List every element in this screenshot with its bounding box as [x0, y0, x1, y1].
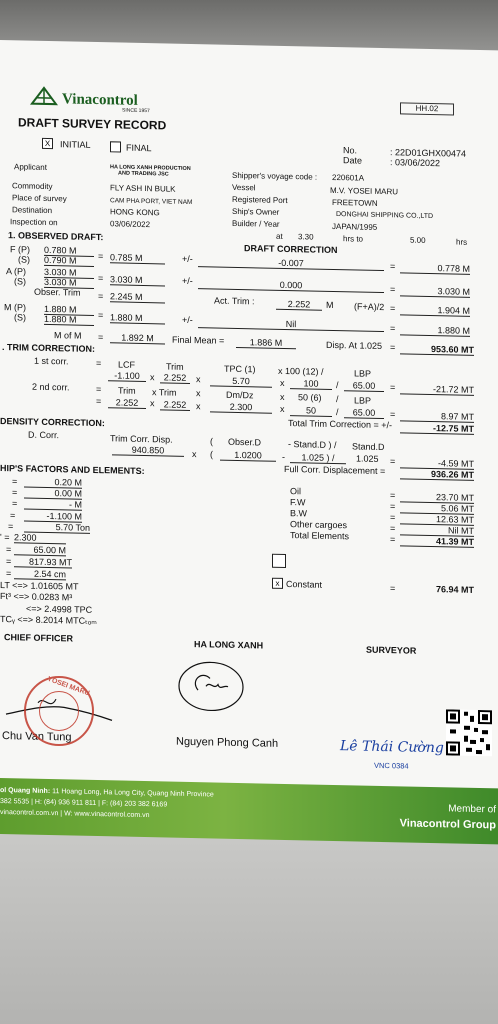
equals-sign: =: [390, 261, 396, 272]
plus-minus: +/-: [182, 275, 193, 287]
tpc-header: TPC (1): [224, 363, 256, 375]
fw-label: F.W: [290, 497, 306, 508]
equals-sign: =: [390, 456, 396, 467]
factor-7: 817.93 MT: [14, 556, 72, 568]
factor-1: 0.00 M: [24, 488, 82, 500]
mp-value: 1.880 M: [44, 304, 94, 316]
stand-d-label: - Stand.D ) /: [288, 439, 337, 451]
final-label: FINAL: [126, 142, 152, 154]
equals-sign: =: [390, 323, 396, 334]
no-label: No.: [343, 145, 358, 156]
vessel-label: Vessel: [232, 182, 256, 193]
chief-officer-label: CHIEF OFFICER: [4, 632, 73, 644]
obser-trim: 2.245 M: [110, 291, 165, 303]
at-value: 3.30: [298, 232, 314, 242]
r1-lbp: 65.00: [344, 380, 384, 392]
builder-label: Builder / Year: [232, 218, 280, 229]
r2-50: 50: [290, 405, 332, 417]
destination-label: Destination: [12, 205, 53, 216]
mofm-value: 1.892 M: [110, 332, 165, 344]
constant-value: 76.94 MT: [435, 584, 474, 595]
factor-0: 0.20 M: [24, 477, 82, 489]
equals-sign: =: [390, 382, 396, 393]
document-sheet: Vinacontrol SINCE 1957 HH.02 DRAFT SURVEY RECORD X INITIAL FINAL No. : 22D01GHX00474 Date : 03/06/2022 Applicant HA LONG XANH PRODUCTION AND TRADING JSC Commodity FLY ASH IN BULK Place of survey CAM PHA PORT, VIET NAM Destination HONG KONG Inspection on 03/06/2022 Shipper's voyage code : 220601A Vessel M.V. YOSEI MARU Registered Port FREETOWN Ship's Owner DONGHAI SHIPPING CO.,LTD Builder / Year JAPAN/1995 at 3.30 hrs to 5.00 hrs 1. OBSERVED DRAFT: DRAFT CORRECTION F (P) 0.780 M (S) 0.790 M = 0.785 M +/- -0.007 = 0.778 M A (P) 3.030 M (S) 3.030 M = 3.030 M +/- 0.000 = 3.030 M Obser. Trim = 2.245 M Act. Trim : 2.252 M (F+A)/2 = 1.904 M M (P) 1.880 M (S) 1.880 M = 1.880 M +/- Nil = 1.880 M M of M = 1.892 M Final Mean = 1.886 M Disp. At 1.025 = 953.60 MT . TRIM CORRECTION: 1 st corr. = LCF Trim TPC (1) x 100 (12) / LBP -1.100 x 2.252 x 5.70 x 100 / 65.00 = -21.72 MT 2 nd corr. = Trim x Trim x Dm/Dz x 50 (6) / LBP = 2.252 x 2.252 x 2.300 x 50 / 65.00 = 8.97 MT Total Trim Correction = +/- -12.75 MT DENSITY CORRECTION: D. Corr. Trim Corr. Disp. ( Obser.D - Stand.D ) / Stand.D 940.850 x ( 1.0200 - 1.025 ) / 1.025 = -4.59 MT Full Corr. Displacement = 936.26 MT HIP'S FACTORS AND ELEMENTS: = 0.20 M = 0.00 M = - M = -1.100 M = 5.70 Ton ' = 2.300 = 65.00 M = 817.93 MT = 2.54 cm LT <=> 1.01605 MT Ft³ <=> 0.0283 M³ <=> 2.4998 TPC TCᵧ <=> 8.2014 MTCₜₒₘ Oil = 23.70 MT F.W = 5.06 MT B.W = 12.63 MT Other cargoes = Nil MT Total Elements = 41.39 MT x Constant = 76.94 MT CHIEF OFFICER HA LONG XANH SURVEYOR Chu Van Tung Nguyen Phong Canh Lê Thái Cường VNC 0384 ol Quang Ninh: 11 Hoang Long, Ha Long City, Quang Ninh Province 382 5535 | H: (84) 936 911 811 | F: (84) 203 382 6169 vinacontrol.com.vn | W: www.vinacontrol.com.vn Member of Vinacontrol Group: [0, 40, 498, 840]
fs-label: (S): [18, 254, 30, 265]
mp-label: M (P): [4, 302, 26, 313]
vinacontrol-logo-icon: [30, 86, 58, 107]
m-correction: Nil: [198, 317, 384, 332]
equals-sign: =: [390, 409, 396, 420]
equals-sign: =: [96, 358, 102, 369]
factor-2: - M: [24, 499, 82, 511]
r1-100: 100: [290, 378, 332, 390]
final-mean-label: Final Mean =: [172, 334, 225, 346]
applicant-value: HA LONG XANH PRODUCTION: [110, 164, 191, 172]
background-table: [0, 830, 498, 1024]
initial-checkbox[interactable]: X: [42, 138, 53, 149]
density-result: -4.59 MT: [400, 457, 474, 470]
r2-lbp: 65.00: [344, 407, 384, 419]
other-label: Other cargoes: [290, 519, 348, 531]
trim2-header: Trim: [118, 385, 136, 396]
owner-value: DONGHAI SHIPPING CO.,LTD: [336, 211, 434, 221]
m-mean: 1.880 M: [110, 312, 165, 324]
chief-name: Chu Van Tung: [2, 730, 72, 744]
footer-phone: 382 5535 | H: (84) 936 911 811 | F: (84) 203 382 6169: [0, 798, 168, 809]
fw-value: 5.06 MT: [400, 502, 474, 515]
footer-web: vinacontrol.com.vn | W: www.vinacontrol.com.vn: [0, 809, 150, 820]
r1-trim: 2.252: [160, 372, 190, 384]
vnc-code: VNC 0384: [374, 760, 409, 771]
xtrim-header: x Trim: [152, 387, 177, 398]
tcd-value: 940.850: [112, 444, 184, 457]
footer-member: Member of: [448, 803, 496, 816]
hrs-to-label: hrs to: [343, 234, 364, 244]
ap-label: A (P): [6, 266, 27, 277]
act-trim-label: Act. Trim :: [214, 295, 255, 307]
ms-label: (S): [14, 312, 26, 323]
ft-conversion: Ft³ <=> 0.0283 M³: [0, 591, 73, 603]
equals-sign: =: [98, 251, 104, 262]
to-value: 5.00: [410, 235, 426, 245]
tcd-label: Trim Corr. Disp.: [110, 433, 173, 445]
as-label: (S): [14, 276, 26, 287]
initial-label: INITIAL: [60, 139, 91, 150]
x50-header: 50 (6): [298, 392, 322, 403]
disp-label: Disp. At 1.025: [326, 339, 383, 352]
hlx-name: Nguyen Phong Canh: [176, 735, 279, 750]
mtc-conversion: TCᵧ <=> 8.2014 MTCₜₒₘ: [0, 614, 97, 627]
equals-sign: =: [98, 291, 104, 302]
destination-value: HONG KONG: [110, 207, 160, 218]
commodity-value: FLY ASH IN BULK: [110, 183, 176, 194]
factor-6: 65.00 M: [14, 544, 66, 556]
a-result: 3.030 M: [400, 285, 470, 297]
ms-value: 1.880 M: [44, 314, 94, 326]
constant-checkbox[interactable]: x: [272, 578, 283, 589]
hrs-label: hrs: [456, 237, 468, 247]
trim-header: Trim: [166, 361, 184, 372]
bw-value: 12.63 MT: [400, 513, 474, 526]
builder-value: JAPAN/1995: [332, 221, 378, 232]
m-result: 1.880 M: [400, 324, 470, 336]
port-value: FREETOWN: [332, 197, 378, 208]
r2-trim: 2.252: [108, 397, 146, 409]
factor-4: 5.70 Ton: [24, 522, 90, 534]
factors-heading: HIP'S FACTORS AND ELEMENTS:: [0, 463, 145, 477]
fa2-label: (F+A)/2: [354, 301, 385, 313]
vessel-value: M.V. YOSEI MARU: [330, 185, 399, 197]
disp-value: 953.60 MT: [400, 343, 474, 356]
document-title: DRAFT SURVEY RECORD: [18, 115, 167, 133]
date-label: Date: [343, 155, 363, 166]
lt-conversion: LT <=> 1.01605 MT: [0, 580, 79, 592]
r2-result: 8.97 MT: [400, 410, 474, 423]
constant-label: Constant: [286, 578, 323, 590]
r1-tpc: 5.70: [210, 375, 272, 387]
inspection-label: Inspection on: [10, 217, 58, 228]
equals-sign: =: [98, 310, 104, 321]
r2-dmdz: 2.300: [210, 401, 272, 413]
no-value: : 22D01GHX00474: [390, 147, 467, 159]
dcorr-label: D. Corr.: [28, 429, 60, 441]
r1-result: -21.72 MT: [400, 383, 474, 396]
obser-trim-label: Obser. Trim: [34, 286, 81, 298]
owner-label: Ship's Owner: [232, 206, 280, 217]
hlx-signature: [176, 656, 246, 715]
equals-sign: =: [390, 284, 396, 295]
brand-since: SINCE 1957: [122, 107, 150, 115]
equals-sign: =: [98, 273, 104, 284]
qr-code-icon: [446, 709, 492, 756]
form-code: HH.02: [400, 102, 454, 115]
a-mean: 3.030 M: [110, 274, 165, 286]
as-value: 3.030 M: [44, 277, 94, 289]
surveyor-label: SURVEYOR: [366, 644, 417, 656]
plus-minus: +/-: [182, 253, 193, 265]
a-correction: 0.000: [198, 278, 384, 293]
equals-sign: =: [96, 384, 102, 395]
oil-value: 23.70 MT: [400, 491, 474, 504]
draft-correction-heading: DRAFT CORRECTION: [244, 243, 338, 256]
trim-correction-heading: . TRIM CORRECTION:: [2, 342, 95, 354]
equals-sign: =: [96, 396, 102, 407]
observed-draft-heading: 1. OBSERVED DRAFT:: [8, 230, 104, 243]
fp-label: F (P): [10, 244, 30, 255]
lcf-header: LCF: [118, 359, 136, 370]
voyage-code-value: 220601A: [332, 172, 365, 183]
lbp2-header: LBP: [354, 395, 372, 406]
total-elements-label: Total Elements: [290, 530, 350, 542]
ha-long-xanh-label: HA LONG XANH: [194, 639, 264, 651]
full-corr-label: Full Corr. Displacement =: [284, 463, 386, 477]
act-trim: 2.252: [276, 299, 322, 311]
f-correction: -0.007: [198, 256, 384, 271]
equals-sign: =: [98, 332, 104, 343]
std-d-value: 1.025 ) /: [290, 452, 346, 464]
second-corr-label: 2 nd corr.: [32, 381, 70, 393]
ship-stamp: [24, 676, 94, 746]
tpc-conversion: <=> 2.4998 TPC: [26, 603, 93, 615]
f-result: 0.778 M: [400, 262, 470, 274]
plus-minus: +/-: [182, 314, 193, 326]
place-value: CAM PHA PORT, VIET NAM: [110, 197, 193, 207]
stamp-text: YOSEI MARU: [46, 675, 91, 698]
lbp-header: LBP: [354, 368, 372, 379]
footer-band: [0, 778, 498, 844]
commodity-label: Commodity: [12, 181, 53, 192]
std-d2-value: 1.025: [356, 453, 379, 464]
density-heading: DENSITY CORRECTION:: [0, 416, 105, 429]
ap-value: 3.030 M: [44, 267, 94, 279]
at-label: at: [276, 231, 283, 241]
equals-sign: =: [390, 342, 396, 353]
r1-lcf: -1.100: [108, 370, 146, 382]
stand-d2-label: Stand.D: [352, 441, 385, 453]
blank-checkbox[interactable]: [272, 554, 286, 568]
first-corr-label: 1 st corr.: [34, 355, 69, 367]
other-value: Nil MT: [400, 524, 474, 537]
total-trim: -12.75 MT: [400, 422, 474, 435]
voyage-code-label: Shipper's voyage code :: [232, 170, 318, 182]
inspection-value: 03/06/2022: [110, 219, 151, 230]
mofm-label: M of M: [54, 330, 82, 341]
brand-name: Vinacontrol: [62, 91, 138, 109]
applicant-value-2: AND TRADING JSC: [118, 170, 169, 178]
total-trim-label: Total Trim Correction = +/-: [288, 418, 393, 431]
bw-label: B.W: [290, 508, 307, 519]
obser-d-value: 1.0200: [220, 450, 276, 462]
footer-group: Vinacontrol Group: [399, 817, 496, 832]
factor-8: 2.54 cm: [14, 568, 66, 580]
date-value: : 03/06/2022: [390, 157, 441, 169]
f-mean: 0.785 M: [110, 252, 165, 264]
fs-value: 0.790 M: [44, 255, 94, 267]
x100-header: x 100 (12) /: [278, 365, 324, 377]
place-label: Place of survey: [12, 193, 67, 204]
fa2-value: 1.904 M: [400, 304, 470, 316]
dmdz-header: Dm/Dz: [226, 389, 254, 401]
fp-value: 0.780 M: [44, 245, 94, 257]
final-mean: 1.886 M: [236, 337, 296, 349]
final-checkbox[interactable]: [110, 141, 121, 152]
equals-sign: =: [390, 303, 396, 314]
port-label: Registered Port: [232, 194, 288, 206]
obser-d-label: Obser.D: [228, 436, 262, 448]
act-trim-unit: M: [326, 299, 334, 310]
r2-xtrim: 2.252: [160, 399, 190, 411]
factor-3: -1.100 M: [24, 511, 82, 523]
total-elements: 41.39 MT: [400, 535, 474, 548]
full-corr: 936.26 MT: [400, 468, 474, 481]
footer-address: ol Quang Ninh: 11 Hoang Long, Ha Long City, Quang Ninh Province: [0, 787, 214, 799]
applicant-label: Applicant: [14, 162, 47, 172]
oil-label: Oil: [290, 486, 301, 497]
surveyor-name: Lê Thái Cường: [340, 738, 444, 757]
factor-5: 2.300: [14, 532, 66, 544]
